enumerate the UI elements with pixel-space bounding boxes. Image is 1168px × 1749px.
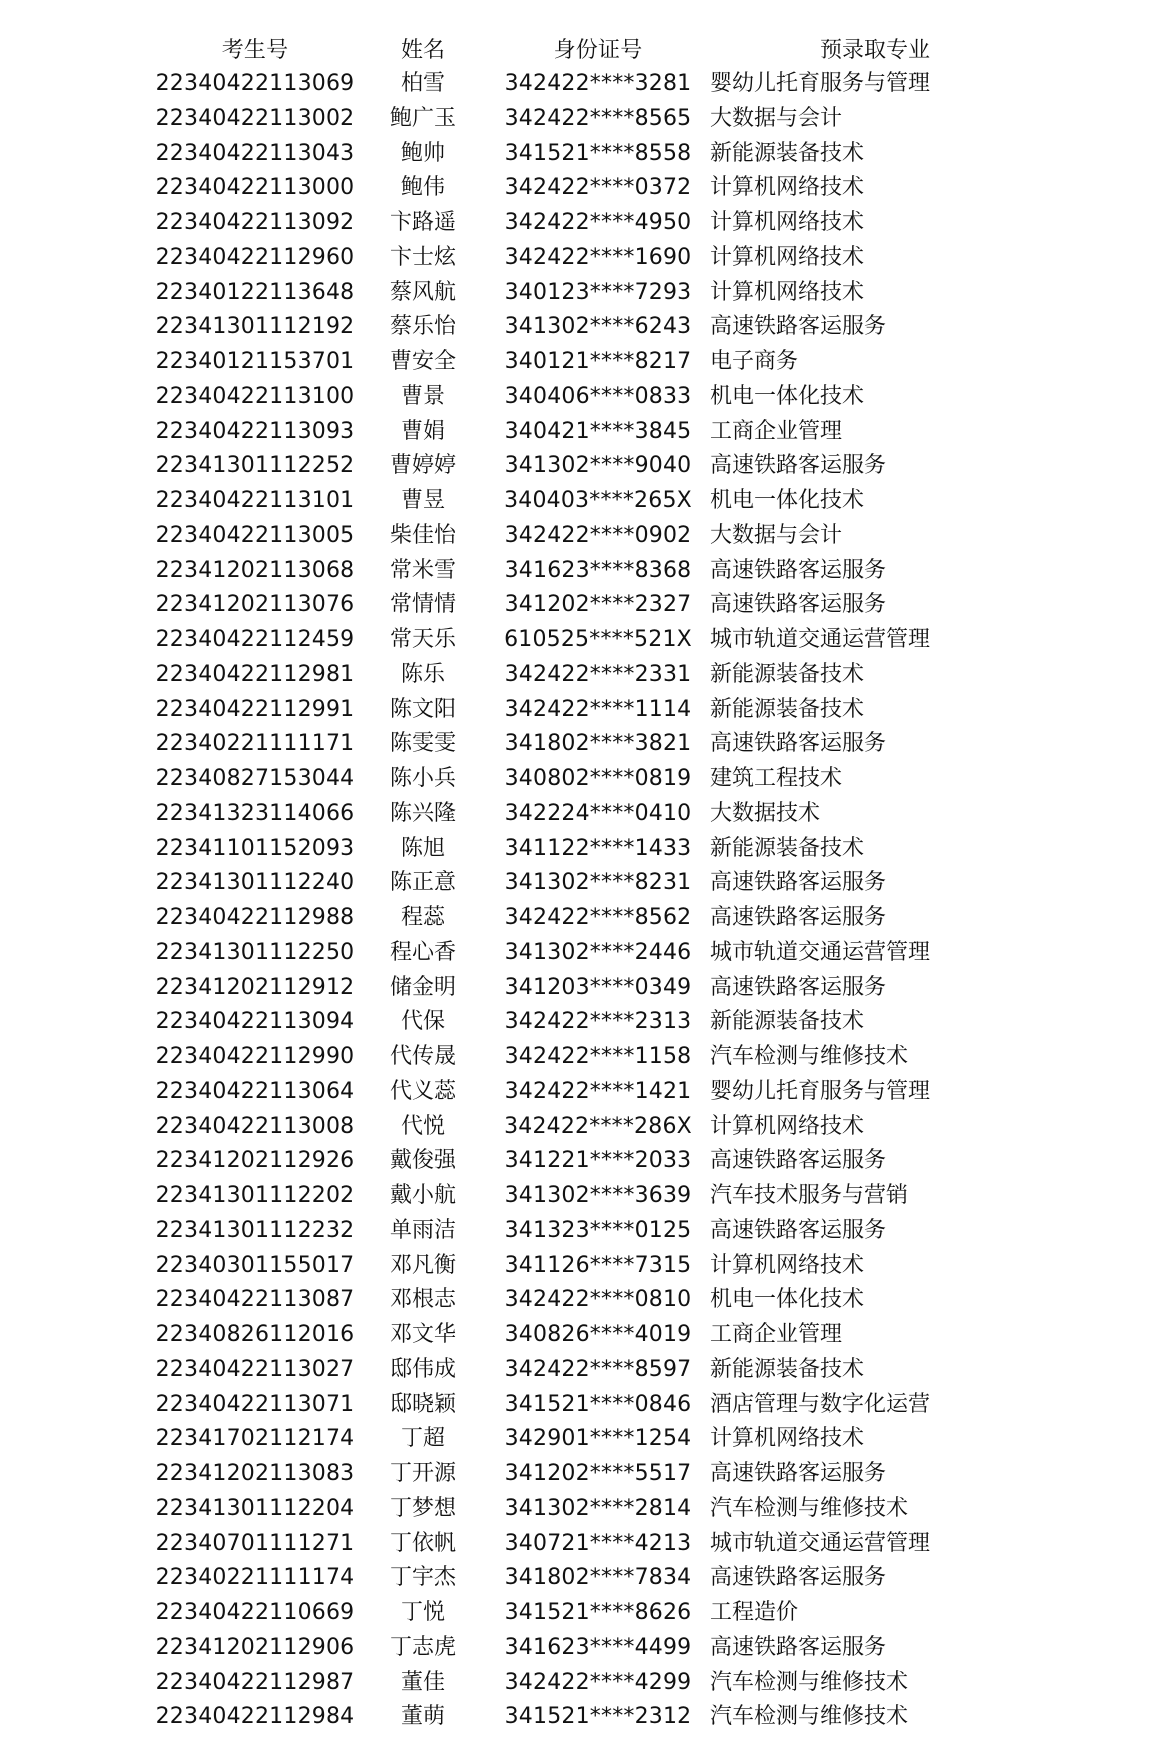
candidate-no-cell: 22340221111174 [155,1565,355,1591]
major-cell: 计算机网络技术 [710,244,865,270]
header-major: 预录取专业 [819,38,930,63]
name-cell: 曹婷婷 [389,453,456,479]
major-cell: 新能源装备技术 [710,835,865,861]
id-no-cell: 340123****7293 [504,279,692,305]
name-cell: 柏雪 [400,71,445,96]
major-cell: 新能源装备技术 [710,696,865,722]
name-cell: 丁悦 [400,1600,445,1625]
major-cell: 婴幼儿托育服务与管理 [710,71,931,96]
candidate-no-cell: 22340422113043 [155,140,355,166]
name-cell: 代义蕊 [389,1078,456,1104]
major-cell: 高速铁路客运服务 [710,1148,887,1174]
table-row [0,345,1168,379]
table-row [0,1283,1168,1317]
name-cell: 邸伟成 [389,1356,456,1382]
id-no-cell: 340403****265X [504,488,692,513]
table-row [0,866,1168,900]
id-no-cell: 610525****521X [504,627,692,652]
table-row [0,415,1168,449]
major-cell: 汽车检测与维修技术 [710,1704,909,1730]
name-cell: 陈旭 [400,835,445,861]
candidate-no-cell: 22340422113092 [155,210,355,235]
id-no-cell: 342422****0372 [504,175,692,201]
table-row [0,1075,1168,1109]
id-no-cell: 341202****2327 [504,592,692,618]
table-row [0,1561,1168,1595]
major-cell: 新能源装备技术 [710,1356,865,1382]
id-no-cell: 342422****0902 [504,522,692,548]
candidate-no-cell: 22340422113002 [155,105,355,131]
table-row [0,67,1168,101]
id-no-cell: 341323****0125 [504,1217,692,1243]
name-cell: 曹昱 [400,488,445,513]
name-cell: 丁梦想 [389,1495,456,1521]
id-no-cell: 342422****4299 [504,1669,692,1695]
table-row [0,1457,1168,1491]
major-cell: 城市轨道交通运营管理 [710,1530,931,1556]
major-cell: 高速铁路客运服务 [710,1461,887,1486]
id-no-cell: 341302****3639 [504,1183,692,1208]
id-no-cell: 342422****0810 [504,1287,692,1313]
name-cell: 邓文华 [389,1322,456,1347]
candidate-no-cell: 22340301155017 [155,1252,355,1278]
candidate-no-cell: 22341301112252 [155,453,355,479]
id-no-cell: 341302****6243 [504,314,692,340]
table-row [0,1631,1168,1665]
id-no-cell: 341521****0846 [504,1391,692,1417]
id-no-cell: 340826****4019 [504,1322,692,1347]
table-row [0,1353,1168,1387]
id-no-cell: 342422****3281 [504,71,692,96]
id-no-cell: 342422****4950 [504,210,692,235]
table-row [0,901,1168,935]
id-no-cell: 341623****8368 [504,557,692,583]
name-cell: 董萌 [400,1704,445,1730]
major-cell: 酒店管理与数字化运营 [710,1391,931,1417]
name-cell: 柴佳怡 [389,522,456,548]
major-cell: 大数据与会计 [710,522,843,548]
major-cell: 城市轨道交通运营管理 [710,939,931,965]
name-cell: 代传晟 [389,1044,456,1069]
id-no-cell: 341521****8626 [504,1600,692,1625]
id-no-cell: 342422****1114 [504,696,692,722]
id-no-cell: 341122****1433 [504,835,692,861]
id-no-cell: 341623****4499 [504,1634,692,1660]
major-cell: 计算机网络技术 [710,1113,865,1139]
table-row [0,519,1168,553]
table-header [0,34,1168,68]
candidate-no-cell: 22340422112960 [155,244,355,270]
candidate-no-cell: 22340701111271 [155,1530,355,1556]
candidate-no-cell: 22340422113093 [155,418,355,444]
name-cell: 储金明 [389,974,456,1000]
candidate-no-cell: 22341301112202 [155,1183,355,1208]
table-row [0,693,1168,727]
major-cell: 计算机网络技术 [710,1252,865,1278]
major-cell: 高速铁路客运服务 [710,870,887,896]
name-cell: 曹景 [400,383,445,409]
id-no-cell: 342422****8565 [504,105,692,131]
name-cell: 戴小航 [389,1183,456,1208]
name-cell: 邓凡衡 [389,1252,456,1278]
table-row [0,1110,1168,1144]
table-row [0,1492,1168,1526]
table-row [0,1596,1168,1630]
name-cell: 程蕊 [400,905,445,930]
candidate-no-cell: 22341202113068 [155,557,355,583]
id-no-cell: 341302****9040 [504,453,692,479]
id-no-cell: 341521****8558 [504,140,692,166]
candidate-no-cell: 22341301112204 [155,1495,355,1521]
name-cell: 陈兴隆 [389,800,456,826]
major-cell: 计算机网络技术 [710,175,865,201]
candidate-no-cell: 22340121153701 [155,349,355,374]
name-cell: 常情情 [389,592,456,618]
major-cell: 新能源装备技术 [710,1009,865,1035]
candidate-no-cell: 22341202113076 [155,592,355,618]
id-no-cell: 341521****2312 [504,1704,692,1730]
header-candidate-no: 考生号 [221,38,289,63]
table-row [0,623,1168,657]
header-id-no: 身份证号 [553,38,643,63]
major-cell: 高速铁路客运服务 [710,453,887,479]
major-cell: 汽车检测与维修技术 [710,1669,909,1695]
major-cell: 机电一体化技术 [710,1287,865,1313]
name-cell: 蔡风航 [389,279,456,305]
candidate-no-cell: 22340422113000 [155,175,355,201]
table-row [0,971,1168,1005]
table-row [0,1527,1168,1561]
table-row [0,1249,1168,1283]
major-cell: 高速铁路客运服务 [710,1565,887,1591]
major-cell: 建筑工程技术 [710,766,843,791]
name-cell: 丁志虎 [389,1634,456,1660]
table-row [0,484,1168,518]
name-cell: 邸晓颖 [389,1391,456,1417]
candidate-no-cell: 22341101152093 [155,835,355,861]
candidate-no-cell: 22341301112232 [155,1217,355,1243]
id-no-cell: 340406****0833 [504,383,692,409]
table-row [0,658,1168,692]
candidate-no-cell: 22341301112250 [155,939,355,965]
table-row [0,588,1168,622]
major-cell: 计算机网络技术 [710,1426,865,1452]
major-cell: 高速铁路客运服务 [710,974,887,1000]
major-cell: 高速铁路客运服务 [710,731,887,757]
name-cell: 陈正意 [389,870,456,896]
table-row [0,1040,1168,1074]
name-cell: 陈小兵 [389,766,456,791]
candidate-no-cell: 22340422113027 [155,1356,355,1382]
id-no-cell: 342422****286X [504,1113,692,1139]
id-no-cell: 342422****8562 [504,905,692,930]
candidate-no-cell: 22340422113069 [155,71,355,96]
name-cell: 董佳 [400,1669,445,1695]
candidate-no-cell: 22340422112990 [155,1044,355,1069]
id-no-cell: 341802****3821 [504,731,692,757]
candidate-no-cell: 22340827153044 [155,766,355,791]
table-row [0,1005,1168,1039]
major-cell: 汽车技术服务与营销 [710,1183,909,1208]
id-no-cell: 342422****1158 [504,1044,692,1069]
major-cell: 高速铁路客运服务 [710,905,887,930]
candidate-no-cell: 22340422113087 [155,1287,355,1313]
id-no-cell: 341203****0349 [504,974,692,1000]
major-cell: 机电一体化技术 [710,383,865,409]
name-cell: 代悦 [400,1113,445,1139]
name-cell: 邓根志 [389,1287,456,1313]
id-no-cell: 342224****0410 [504,800,692,826]
id-no-cell: 341202****5517 [504,1461,692,1486]
table-row [0,1422,1168,1456]
candidate-no-cell: 22340422112984 [155,1704,355,1730]
name-cell: 鲍伟 [400,175,445,201]
name-cell: 曹安全 [389,349,456,374]
table-row [0,1318,1168,1352]
table-row [0,449,1168,483]
major-cell: 高速铁路客运服务 [710,1217,887,1243]
table-row [0,1388,1168,1422]
major-cell: 汽车检测与维修技术 [710,1495,909,1521]
table-row [0,276,1168,310]
name-cell: 丁超 [400,1426,445,1452]
name-cell: 代保 [400,1009,445,1035]
table-row [0,1179,1168,1213]
id-no-cell: 341302****2814 [504,1495,692,1521]
table-row [0,137,1168,171]
id-no-cell: 342422****1690 [504,244,692,270]
candidate-no-cell: 22341301112240 [155,870,355,896]
id-no-cell: 340802****0819 [504,766,692,791]
major-cell: 工程造价 [710,1600,799,1625]
major-cell: 城市轨道交通运营管理 [710,627,931,652]
major-cell: 大数据技术 [710,800,821,826]
id-no-cell: 340421****3845 [504,418,692,444]
major-cell: 新能源装备技术 [710,661,865,687]
candidate-no-cell: 22341202112906 [155,1634,355,1660]
major-cell: 新能源装备技术 [710,140,865,166]
name-cell: 程心香 [389,939,456,965]
name-cell: 单雨洁 [389,1217,456,1243]
name-cell: 常米雪 [389,557,456,583]
major-cell: 机电一体化技术 [710,488,865,513]
id-no-cell: 341221****2033 [504,1148,692,1174]
candidate-no-cell: 22340422113101 [155,488,355,513]
major-cell: 工商企业管理 [710,418,843,444]
major-cell: 大数据与会计 [710,105,843,131]
candidate-no-cell: 22340422113094 [155,1009,355,1035]
table-row [0,832,1168,866]
major-cell: 婴幼儿托育服务与管理 [710,1078,931,1104]
name-cell: 常天乐 [389,627,456,652]
name-cell: 蔡乐怡 [389,314,456,340]
id-no-cell: 340721****4213 [504,1530,692,1556]
table-row [0,241,1168,275]
table-row [0,727,1168,761]
id-no-cell: 341802****7834 [504,1565,692,1591]
candidate-no-cell: 22340422112459 [155,627,355,652]
id-no-cell: 341302****2446 [504,939,692,965]
major-cell: 计算机网络技术 [710,210,865,235]
major-cell: 汽车检测与维修技术 [710,1044,909,1069]
candidate-no-cell: 22340221111171 [155,731,355,757]
candidate-no-cell: 22341202112912 [155,974,355,1000]
candidate-no-cell: 22341301112192 [155,314,355,340]
table-row [0,206,1168,240]
name-cell: 卞士炫 [389,244,456,270]
candidate-no-cell: 22340422110669 [155,1600,355,1625]
id-no-cell: 340121****8217 [504,349,692,374]
name-cell: 丁开源 [389,1461,456,1486]
candidate-no-cell: 22340422113064 [155,1078,355,1104]
table-row [0,380,1168,414]
candidate-no-cell: 22340422112981 [155,661,355,687]
major-cell: 高速铁路客运服务 [710,557,887,583]
table-row [0,936,1168,970]
name-cell: 曹娟 [400,418,445,444]
table-row [0,797,1168,831]
table-row [0,310,1168,344]
candidate-no-cell: 22340422112987 [155,1669,355,1695]
candidate-no-cell: 22340122113648 [155,279,355,305]
table-row [0,171,1168,205]
candidate-no-cell: 22341323114066 [155,800,355,826]
id-no-cell: 342422****1421 [504,1078,692,1104]
id-no-cell: 341126****7315 [504,1252,692,1278]
name-cell: 卞路遥 [389,210,456,235]
table-row [0,762,1168,796]
candidate-no-cell: 22340422113005 [155,522,355,548]
id-no-cell: 341302****8231 [504,870,692,896]
candidate-no-cell: 22340422112991 [155,696,355,722]
candidate-no-cell: 22340422112988 [155,905,355,930]
id-no-cell: 342422****2331 [504,661,692,687]
name-cell: 丁依帆 [389,1530,456,1556]
candidate-no-cell: 22340422113100 [155,383,355,409]
major-cell: 计算机网络技术 [710,279,865,305]
name-cell: 陈乐 [400,661,445,687]
candidate-no-cell: 22340422113071 [155,1391,355,1417]
table-row [0,102,1168,136]
name-cell: 戴俊强 [389,1148,456,1174]
major-cell: 电子商务 [710,349,799,374]
candidate-no-cell: 22340826112016 [155,1322,355,1347]
name-cell: 陈文阳 [389,696,456,722]
major-cell: 高速铁路客运服务 [710,314,887,340]
candidate-no-cell: 22341202112926 [155,1148,355,1174]
name-cell: 鲍广玉 [389,105,456,131]
major-cell: 高速铁路客运服务 [710,1634,887,1660]
table-row [0,554,1168,588]
table-row [0,1700,1168,1734]
candidate-no-cell: 22341702112174 [155,1426,355,1452]
table-row [0,1666,1168,1700]
name-cell: 丁宇杰 [389,1565,456,1591]
id-no-cell: 342422****8597 [504,1356,692,1382]
name-cell: 陈雯雯 [389,731,456,757]
table-row [0,1144,1168,1178]
candidate-no-cell: 22341202113083 [155,1461,355,1486]
candidate-no-cell: 22340422113008 [155,1113,355,1139]
name-cell: 鲍帅 [400,140,445,166]
header-name: 姓名 [400,38,445,63]
major-cell: 工商企业管理 [710,1322,843,1347]
id-no-cell: 342901****1254 [504,1426,692,1452]
table-row [0,1214,1168,1248]
id-no-cell: 342422****2313 [504,1009,692,1035]
major-cell: 高速铁路客运服务 [710,592,887,618]
